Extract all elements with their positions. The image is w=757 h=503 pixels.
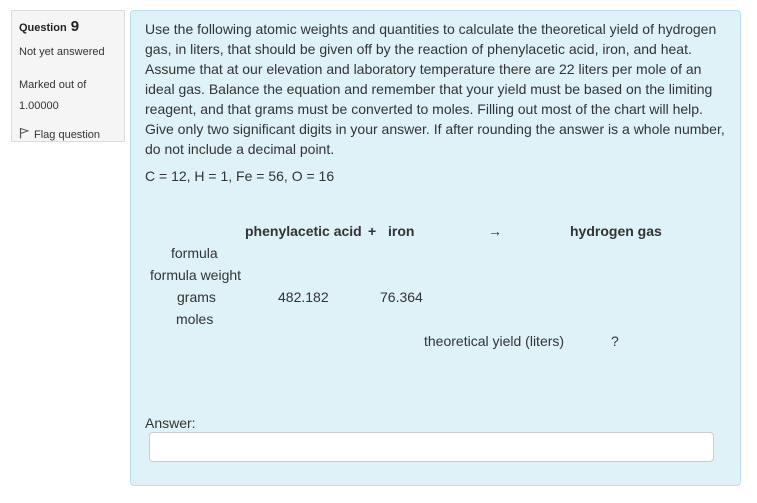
answer-label: Answer: xyxy=(145,415,196,431)
answer-input[interactable] xyxy=(149,432,714,462)
header-phenylacetic-acid: phenylacetic acid xyxy=(245,223,362,239)
question-text: Use the following atomic weights and quantities to calculate the theoretical yield of hydrogen gas, in liters, that should be given off by the reaction of phenylacetic acid, iron, and heat. Assume that at our elevation and laboratory temperature there are 22 liters per mole of an ideal gas. Balance the equation and remember that your yield must be based on the limiting reagent, and that grams must be converted to moles. Filling out most of the chart will help. Give only two significant digits in your answer. If after rounding the answer is a whole number, do not include a decimal point. xyxy=(145,21,725,157)
row-label-formula: formula xyxy=(171,245,218,261)
question-label: Question xyxy=(19,22,67,34)
marked-out-of-value: 1.00000 xyxy=(19,100,59,112)
flag-question-link[interactable] xyxy=(19,127,124,143)
question-state: Not yet answered xyxy=(19,46,105,58)
row-label-formula-weight: formula weight xyxy=(150,267,242,283)
grams-phenylacetic-acid: 482.182 xyxy=(278,289,329,305)
flag-question-label: Flag question xyxy=(34,129,101,141)
reaction-arrow: → xyxy=(488,223,502,239)
flag-icon xyxy=(19,127,34,143)
question-content xyxy=(130,10,741,486)
marked-out-of-label: Marked out of xyxy=(19,79,87,91)
question-number: 9 xyxy=(70,18,80,35)
row-label-grams: grams xyxy=(177,289,216,305)
question-info-panel xyxy=(11,10,125,142)
theoretical-yield-label: theoretical yield (liters) xyxy=(424,333,565,349)
grams-iron: 76.364 xyxy=(380,289,423,305)
theoretical-yield-value: ? xyxy=(611,333,619,349)
atomic-weights: C = 12, H = 1, Fe = 56, O = 16 xyxy=(145,168,335,184)
header-iron: iron xyxy=(388,223,415,239)
header-hydrogen-gas: hydrogen gas xyxy=(570,223,662,239)
row-label-moles: moles xyxy=(176,311,214,327)
question-number-row xyxy=(19,17,124,37)
header-plus: + xyxy=(368,223,377,239)
